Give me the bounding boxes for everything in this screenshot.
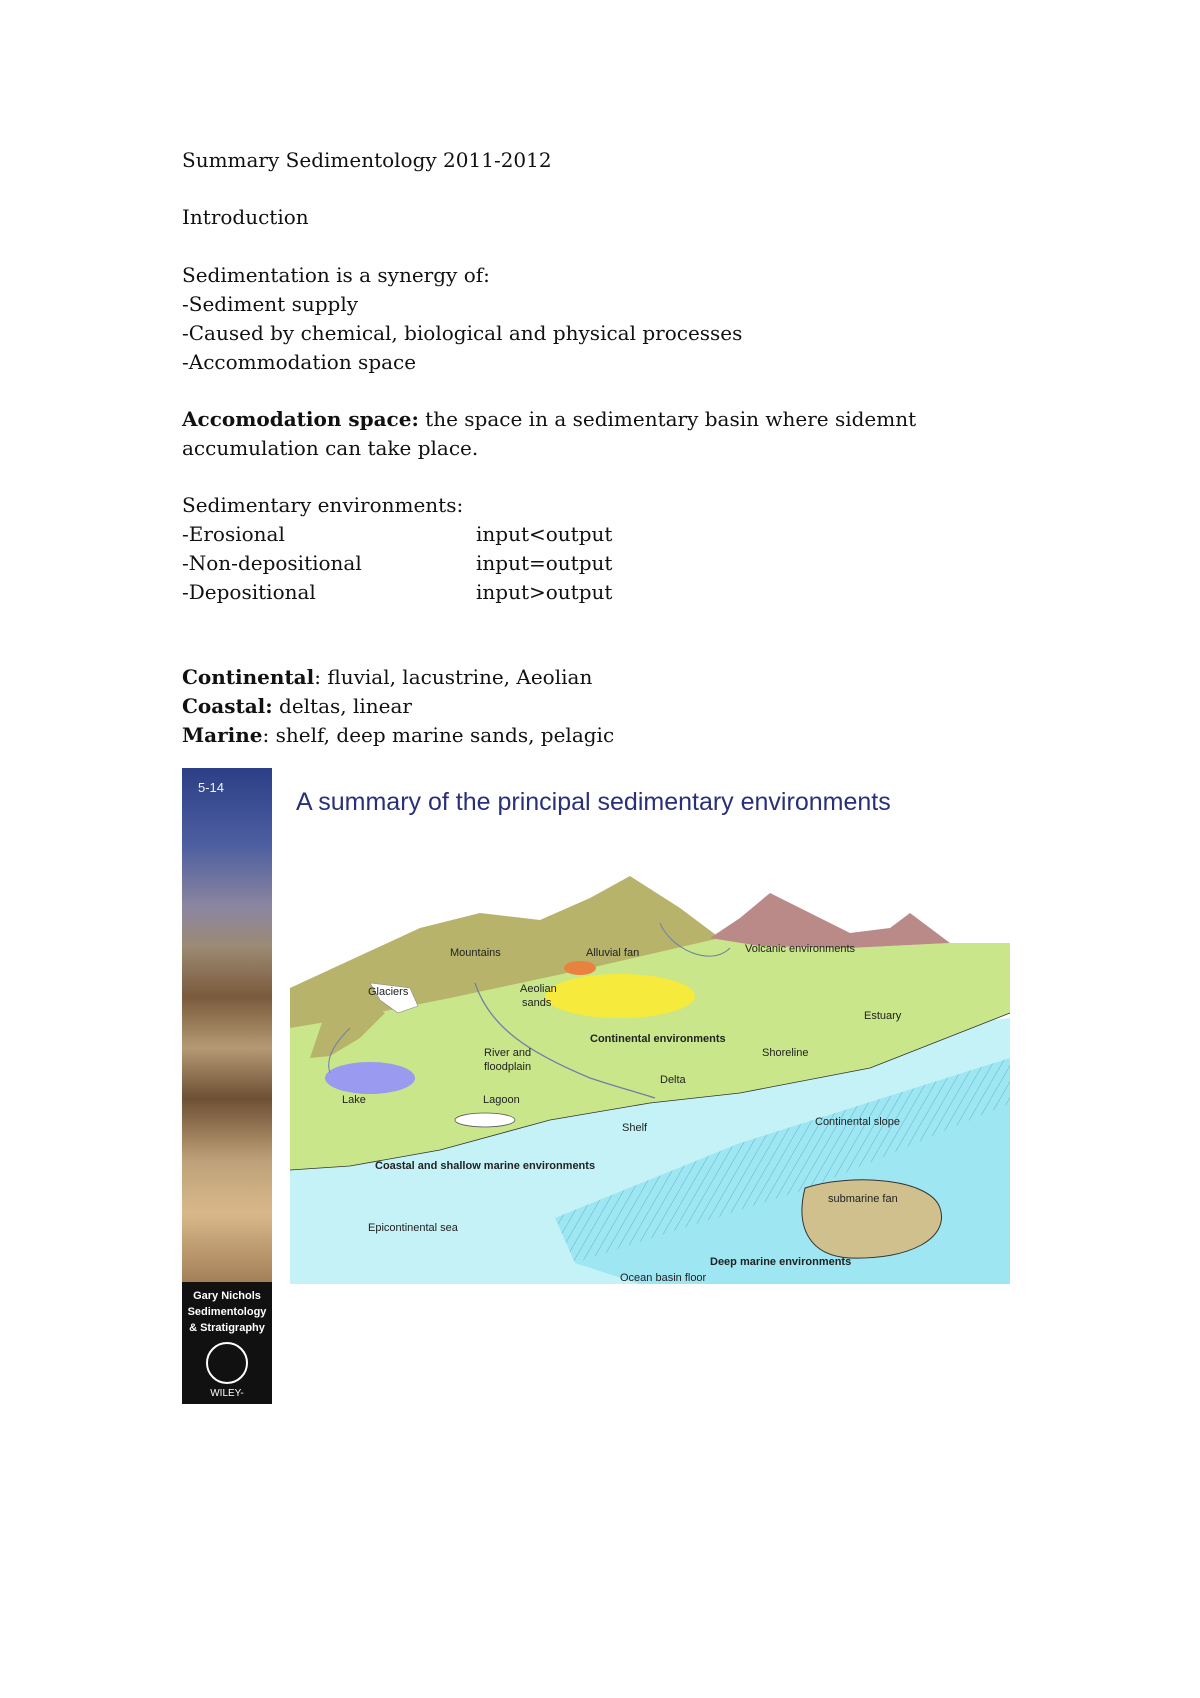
category-text: deltas, linear [272, 694, 412, 718]
alluvial-fan-shape [564, 961, 596, 975]
label-coastal-marine: Coastal and shallow marine environments [375, 1160, 596, 1172]
label-river: River and [484, 1047, 532, 1059]
category-text: fluvial, lacustrine, Aeolian [321, 665, 593, 689]
label-volcanic: Volcanic environments [745, 943, 856, 955]
definition-term: Accomodation space: [182, 407, 419, 431]
label-epicontinental: Epicontinental sea [368, 1222, 458, 1234]
synergy-intro: Sedimentation is a synergy of: [182, 263, 490, 287]
publisher-name: BLACKWELL [196, 1404, 258, 1415]
label-deep-marine: Deep marine environments [710, 1256, 852, 1268]
label-lake: Lake [342, 1094, 366, 1106]
category-line [182, 692, 412, 720]
environments-figure [182, 768, 1010, 1415]
label-ocean-floor: Ocean basin floor [620, 1272, 707, 1284]
category-line: Continental: fluvial, lacustrine, Aeolian [182, 665, 593, 689]
environments-heading: Sedimentary environments: [182, 493, 464, 517]
label-shoreline: Shoreline [762, 1047, 809, 1059]
label-alluvial-fan: Alluvial fan [586, 947, 640, 959]
book-title-line: & Stratigraphy [189, 1322, 265, 1334]
category-term: Marine [182, 723, 263, 747]
environment-name: -Depositional [182, 580, 316, 604]
lake-shape [325, 1062, 415, 1094]
section-heading: Introduction [182, 205, 309, 229]
definition-continuation: accumulation can take place. [182, 436, 479, 460]
environment-name: -Non-depositional [182, 551, 362, 575]
label-continental-slope: Continental slope [815, 1116, 901, 1128]
label-floodplain: floodplain [484, 1061, 532, 1073]
label-continental-env: Continental environments [590, 1033, 726, 1045]
synergy-item: -Accommodation space [182, 350, 417, 374]
label-sands: sands [522, 997, 552, 1009]
category-text: shelf, deep marine sands, pelagic [269, 723, 615, 747]
environment-relation: input>output [476, 580, 613, 604]
label-delta: Delta [660, 1074, 686, 1086]
definition-line [182, 405, 916, 433]
category-term: Coastal: [182, 694, 273, 718]
synergy-item: -Caused by chemical, biological and physical processes [182, 321, 743, 345]
book-title-line: Sedimentology [187, 1306, 267, 1318]
label-lagoon: Lagoon [483, 1094, 520, 1106]
environment-relation: input<output [476, 522, 613, 546]
book-author: Gary Nichols [193, 1290, 261, 1302]
definition-text: the space in a sedimentary basin where sidemnt [418, 407, 917, 431]
figure-title: A summary of the principal sedimentary environments [296, 788, 891, 816]
synergy-item: -Sediment supply [182, 292, 359, 316]
publisher-name: WILEY- [210, 1388, 244, 1399]
category-term: Continental [182, 665, 315, 689]
book-cover-strip [182, 768, 272, 1415]
document-title: Summary Sedimentology 2011-2012 [182, 148, 552, 172]
publisher-logo-icon [206, 1342, 248, 1384]
category-line: Marine: shelf, deep marine sands, pelagic [182, 723, 615, 747]
environment-relation: input=output [476, 551, 613, 575]
environment-name: -Erosional [182, 522, 285, 546]
book-label [182, 1282, 272, 1415]
label-mountains: Mountains [450, 947, 501, 959]
figure-number: 5-14 [198, 780, 225, 795]
environments-diagram [290, 888, 1010, 1284]
label-submarine-fan: submarine fan [828, 1193, 898, 1205]
label-aeolian: Aeolian [520, 983, 557, 995]
lagoon-shape [455, 1113, 515, 1127]
label-shelf: Shelf [622, 1122, 648, 1134]
aeolian-sands-shape [545, 974, 695, 1018]
label-glaciers: Glaciers [368, 986, 409, 998]
diagram-svg [290, 888, 1010, 1284]
label-estuary: Estuary [864, 1010, 902, 1022]
volcano-shape [710, 893, 950, 948]
